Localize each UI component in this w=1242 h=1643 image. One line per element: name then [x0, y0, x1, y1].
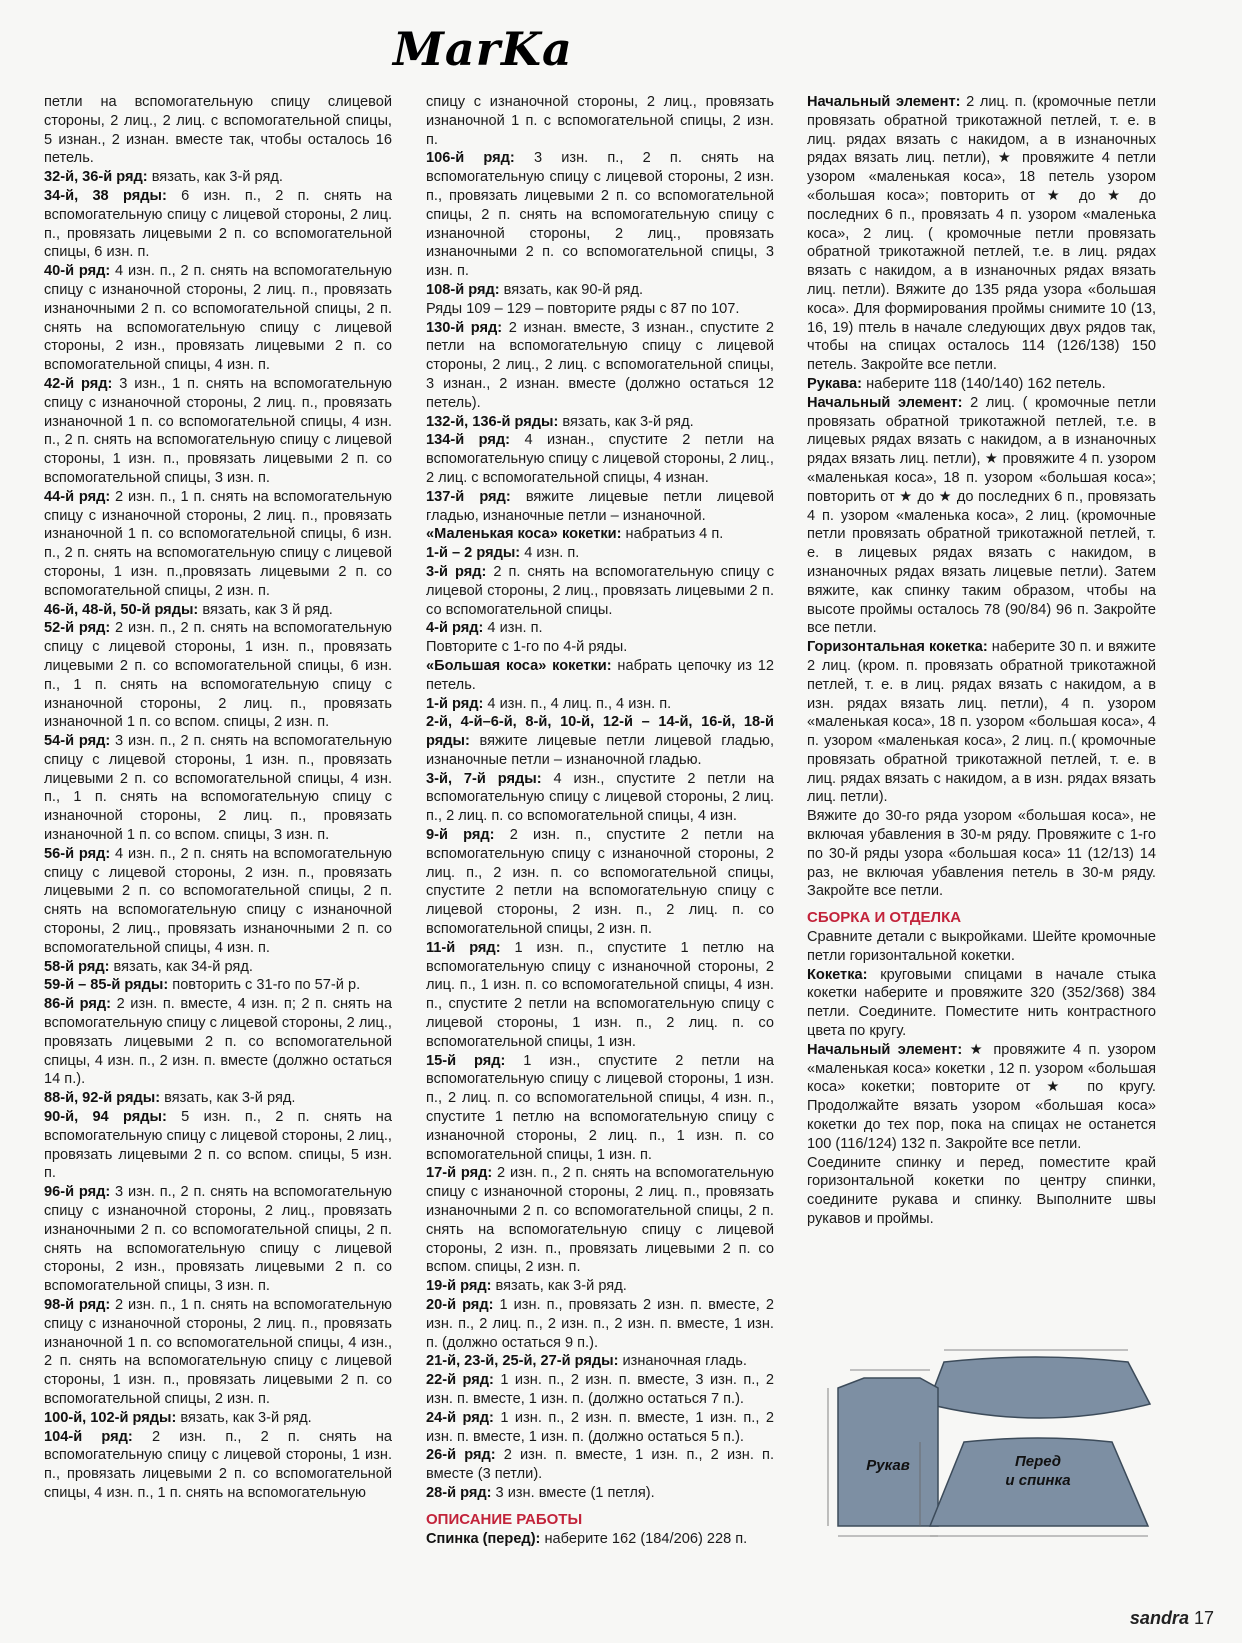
row-text: 2 изн. п. вместе, 1 изн. п., 2 изн. п. вместе (3 петли). — [426, 1447, 775, 1483]
row-text: 2 изн. п., 2 п. снять на вспомогательную спицу с лицевой стороны, 1 изн. п., провязать лицевыми 2 п. со вспомогательной спицы, 4 изн. п., 1 п. снять на вспомогательную — [44, 1428, 392, 1501]
instruction-paragraph — [44, 976, 392, 995]
instruction-paragraph — [426, 1409, 774, 1447]
yoke-shape — [928, 1357, 1150, 1418]
instruction-paragraph — [44, 168, 392, 187]
row-text: 2 изн. п., 2 п. снять на вспомогательную спицу с лицевой стороны, 1 изн. п., провязать лицевыми 2 п. со вспомогательной спицы, 6 изн. п., 1 п. снять на вспомогательную спицу с изнаночной стороны, 2 лиц. п., провязать изнаночной 1 п. со вспом. спицы, 2 изн. п. — [44, 620, 392, 731]
row-label: 21-й, 23-й, 25-й, 27-й ряды: — [426, 1353, 619, 1370]
row-text: 4 изн. п., 2 п. снять на вспомогательную спицу с изнаночной стороны, 2 лиц. п., провязать изнаночными 2 п. со вспомогательной спицы, 2 п. снять на вспомогательную спицу с лицевой стороны, 2 изн., провязать лицевыми 2 п. со вспомогательной спицы, 4 изн. п. — [44, 263, 392, 374]
row-text: петли на вспомогательную спицу слицевой стороны, 2 лиц., 2 лиц. с вспомогательной спицы, 5 изнан., 2 изнан. вместе так, чтобы осталось 16 петель. — [44, 94, 392, 167]
row-label: 15-й ряд: — [426, 1052, 506, 1069]
row-label: 52-й ряд: — [44, 620, 111, 637]
instruction-paragraph — [44, 262, 392, 375]
instruction-paragraph — [807, 928, 1156, 966]
row-text: наберите 30 п. и вяжите 2 лиц. (кром. п. провязать обратной трикотажной петлей, т. е. в лиц. рядах вязать с накидом, а в изн. рядах вязать лиц. петли), 4 п. узором «маленькая коса», 18 п. узором «большая коса», 4 п. узором «маленькая коса», 2 лиц. п.( кромочные провязать обратной трикотажной петлей, т. е. в лиц. рядах вязать с накидом, а в изн. рядах вязать лиц. петли). — [807, 639, 1156, 806]
instruction-paragraph — [44, 488, 392, 601]
row-text: 2 изн. п., 2 п. снять на вспомогательную спицу с изнаночной стороны, 2 лиц. п., провязать изнаночными 2 п. со вспомогательной спицы, 2 п. снять на вспомогательную спицу с лицевой стороны, 2 изн. п., провязать лицевыми 2 п. со вспом. спицы, 2 изн. п. — [426, 1165, 774, 1276]
row-text: наберите 162 (184/206) 228 п. — [540, 1530, 748, 1547]
instruction-paragraph — [426, 525, 774, 544]
instruction-paragraph — [426, 695, 774, 714]
row-text: вязать, как 3-й ряд. — [160, 1090, 296, 1107]
instruction-paragraph — [426, 939, 774, 1052]
row-text: вязать, как 3 й ряд. — [198, 601, 333, 618]
row-text: 2 изн. п., спустите 2 петли на вспомогательную спицу с изнаночной стороны, 2 лиц. п., 2 изн. п. со вспомогательной спицы, спустите 2 петли на вспомогательную спицу с лицевой стороны, 2 изн. п., 2 лиц. п. со вспомогательной спицы, 2 изн. п. — [426, 827, 774, 938]
row-label: 2-й, 4-й–6-й, 8-й, 10-й, 12-й – 14-й, 16-й, 18-й ряды: — [426, 714, 774, 750]
row-text: 3 изн. п., 2 п. снять на вспомогательную спицу с лицевой стороны, 2 изн. п., провязать лицевыми 2 п. со вспомогательной спицы, 2 п. снять на вспомогательную спицу с изнаночной стороны, 2 лиц., провязать изнаночными 2 п. со вспомогательной спицы, 3 изн. п. — [426, 150, 774, 280]
row-text: вязать, как 3-й ряд. — [147, 169, 283, 186]
row-label: 1-й – 2 ряды: — [426, 545, 521, 562]
row-text: спицу с изнаночной стороны, 2 лиц., провязать изнаночной 1 п. с вспомогательной спицы, 2 изн. п. — [426, 94, 774, 148]
instruction-paragraph — [426, 657, 774, 695]
row-text: Соедините спинку и перед, поместите край горизонтальной кокетки по центру спинки, соедините рукава и спинку. Выполните швы рукавов и проймы. — [807, 1154, 1156, 1228]
row-text: 2 лиц. п. (кромочные петли провязать обратной трикотажной петлей, т. е. в лиц. рядах вязать с накидом, а в изнаночных рядах вязать лиц. петли), ★ провяжите 4 петли узором «маленькая коса», 18 петель узором «большая коса»; повторить от ★ до ★ до последних 6 п., провязать 4 п. узором «маленька коса», 2 лиц. ( кромочные петли провязать обратной трикотажной петлей, т.е. в лиц. рядах вязать с накидом, а в изнаночных рядах вязать лиц. петли). Вяжите до 135 ряда узора «большая коса». Для формирования проймы снимите 10 (13, 16, 19) птель в начале следующих двух рядов так, чтобы на спицах осталось 114 (126/138) 150 петель. Закройте все петли. — [807, 94, 1156, 374]
row-label: 42-й ряд: — [44, 375, 113, 392]
instruction-paragraph — [426, 713, 774, 769]
row-text: круговыми спицами в начале стыка кокетки наберите и провяжите 320 (352/368) 384 петли. Соедините. Поместите нить контрастного цвета по кругу. — [807, 966, 1156, 1040]
row-text: 3 изн., 1 п. снять на вспомогательную спицу с изнаночной стороны, 2 лиц. п., провязать изнаночной 1 п. со вспомогательной спицы, 4 изн. п., 2 п. снять на вспомогательную спицу с лицевой стороны, 1 изн. п., провязать лицевыми 2 п. со вспомогательной спицы, 3 изн. п. — [44, 375, 392, 486]
instruction-paragraph — [426, 1277, 774, 1296]
instruction-paragraph — [426, 300, 774, 319]
instruction-paragraph — [44, 619, 392, 732]
row-text: вязать, как 34-й ряд. — [109, 958, 253, 975]
instruction-paragraph — [426, 1484, 774, 1503]
row-text: 3 изн. п., 2 п. снять на вспомогательную спицу с изнаночной стороны, 2 лиц., провязать изнаночными 2 п. со вспомогательной спицы, 2 п. снять на вспомогательную спицу с лицевой стороны, 2 изн., провязать лицевыми 2 п. со вспомогательной спицы, 3 изн. п. — [44, 1184, 392, 1295]
row-text: 3 изн. п., 2 п. снять на вспомогательную спицу с лицевой стороны, 1 изн. п., провязать лицевыми 2 п. со вспомогательной спицы, 4 изн. п., 1 п. снять на вспомогательную спицу с изнаночной стороны, 2 лиц. п., провязать изнаночной 1 п. со вспом. спицы, 3 изн. п. — [44, 733, 392, 844]
instruction-paragraph — [426, 1164, 774, 1277]
row-text: 1 изн. п., 2 изн. п. вместе, 3 изн. п., 2 изн. п. вместе, 1 изн. п. (должно остаться 7 п.). — [426, 1372, 774, 1407]
row-label: 40-й ряд: — [44, 263, 111, 280]
row-text: 1 изн. п., провязать 2 изн. п. вместе, 2 изн. п., 2 лиц. п., 2 изн. п., 2 изн. п. вместе, 1 изн. п. (должно остаться 9 п.). — [426, 1297, 774, 1351]
page-number: 17 — [1193, 1608, 1214, 1628]
instruction-paragraph — [44, 1089, 392, 1108]
row-label: 32-й, 36-й ряд: — [44, 169, 148, 186]
instruction-paragraph — [44, 93, 392, 168]
row-text: вяжите лицевые петли лицевой гладью, изнаночные петли – изнаночной. — [426, 488, 774, 524]
row-text: Сравните детали с выкройками. Шейте кромочные петли горизонтальной кокетки. — [807, 929, 1156, 964]
instruction-paragraph — [44, 1409, 392, 1428]
row-text: 2 изн. п., 1 п. снять на вспомогательную спицу с изнаночной стороны, 2 лиц. п., провязать изнаночной 1 п. со вспомогательной спицы, 6 изн. п., 2 п. снять на вспомогательную спицу с лицевой стороны, 1 изн. п.,провязать лицевыми 2 п. со вспомогательной спицы, 2 изн. п. — [44, 488, 392, 599]
page-footer — [1130, 1608, 1214, 1629]
instruction-paragraph — [426, 1530, 774, 1549]
row-label: 3-й ряд: — [426, 563, 487, 580]
instruction-paragraph — [426, 826, 774, 939]
row-text: вязать, как 3-й ряд. — [491, 1278, 627, 1295]
row-label: 44-й ряд: — [44, 488, 111, 505]
row-label: Горизонтальная кокетка: — [807, 639, 988, 656]
pattern-diagram — [810, 1340, 1160, 1546]
instruction-paragraph — [426, 619, 774, 638]
row-text: 2 изнан. вместе, 3 изнан., спустите 2 петли на вспомогательную спицу с лицевой стороны, 2 лиц., 2 лиц. с вспомогательной спицы, 3 изнан., 2 изнан. вместе (должно остаться 12 петель). — [426, 319, 774, 411]
instruction-paragraph — [426, 488, 774, 526]
magazine-brand: sandra — [1129, 1608, 1189, 1628]
row-label: 11-й ряд: — [426, 939, 501, 956]
row-label: 100-й, 102-й ряды: — [44, 1409, 177, 1426]
row-label: «Маленькая коса» кокетки: — [426, 526, 622, 543]
row-label: Начальный элемент: — [807, 1041, 963, 1058]
instruction-paragraph — [426, 319, 774, 413]
row-text: 4 изн. п., 4 лиц. п., 4 изн. п. — [483, 695, 672, 712]
row-text: 1 изн., спустите 2 петли на вспомогательную спицу с лицевой стороны, 1 изн. п., 2 лиц. п. со вспомогательной спицы, 4 изн. п., спустите 1 петлю на вспомогательную спицу с изнаночной стороны, 2 лиц. п., 1 изн. п. со вспомогательной спицы, 1 изн. п. — [426, 1052, 774, 1163]
section-heading: СБОРКА И ОТДЕЛКА — [807, 909, 962, 927]
row-text: вязать, как 90-й ряд. — [499, 281, 644, 298]
instruction-paragraph — [44, 1428, 392, 1503]
row-label: 19-й ряд: — [426, 1278, 492, 1295]
row-text: вяжите лицевые петли лицевой гладью, изнаночные петли – изнаночной гладью. — [426, 733, 774, 768]
row-text: 4 изн. п. — [520, 545, 580, 562]
instruction-paragraph — [807, 1041, 1156, 1154]
row-label: Начальный элемент: — [807, 394, 963, 411]
row-label: 54-й ряд: — [44, 733, 111, 750]
row-label: 24-й ряд: — [426, 1409, 494, 1426]
row-label: 86-й ряд: — [44, 996, 112, 1013]
row-label: Рукава: — [807, 375, 863, 392]
row-label: «Большая коса» кокетки: — [426, 657, 612, 674]
row-text: повторить с 31-го по 57-й р. — [168, 977, 361, 994]
sleeve-shape — [838, 1378, 938, 1526]
instruction-paragraph — [426, 1052, 774, 1165]
row-label: 26-й ряд: — [426, 1447, 496, 1464]
row-label: 3-й, 7-й ряды: — [426, 770, 542, 787]
row-text: 1 изн. п., 2 изн. п. вместе, 1 изн. п., 2 изн. п. вместе, 1 изн. п. (должно остаться 5 п.). — [426, 1409, 774, 1445]
front-label-line1: Перед — [1014, 1453, 1062, 1470]
logo-marka: MarKa — [393, 22, 573, 76]
instruction-paragraph — [44, 1183, 392, 1296]
row-label: 22-й ряд: — [426, 1372, 494, 1389]
instruction-paragraph — [426, 281, 774, 300]
text-column-1 — [44, 93, 392, 1503]
row-text: вязать, как 3-й ряд. — [176, 1409, 312, 1426]
row-text: 2 п. снять на вспомогательную спицу с лицевой стороны, 2 лиц., провязать лицевыми 2 п. со вспомогательной спицы. — [426, 563, 774, 618]
row-label: 46-й, 48-й, 50-й ряды: — [44, 601, 199, 618]
row-label: 34-й, 38 ряды: — [44, 187, 167, 204]
instruction-paragraph — [426, 413, 774, 432]
row-label: 56-й ряд: — [44, 845, 111, 862]
row-label: 108-й ряд: — [426, 281, 500, 298]
instruction-paragraph — [426, 770, 774, 826]
row-text: 3 изн. вместе (1 петля). — [491, 1484, 655, 1501]
instruction-paragraph — [44, 995, 392, 1089]
row-label: 88-й, 92-й ряды: — [44, 1090, 161, 1107]
row-text: 2 изн. п., 1 п. снять на вспомогательную спицу с изнаночной стороны, 2 лиц. п., провязать изнаночной 1 п. со вспомогательной спицы, 4 изн., 2 п. снять на вспомогательную спицу с лицевой стороны, 1 изн. п., провязать лицевыми 2 п. со вспомогательной спицы, 2 изн. п. — [44, 1297, 392, 1407]
row-label: Начальный элемент: — [807, 94, 961, 110]
instruction-paragraph — [426, 1446, 774, 1484]
row-label: 58-й ряд: — [44, 958, 110, 975]
row-label: 106-й ряд: — [426, 150, 515, 167]
instruction-paragraph — [426, 1352, 774, 1371]
row-text: ★ провяжите 4 п. узором «маленькая коса» кокетки , 12 п. узором «большая коса» кокетки; повторите от ★ по кругу. Продолжайте вязать узором «большая коса» кокетки до тех пор, пока на спицах не останется 100 (116/124) 132 п. Закройте все петли. — [807, 1041, 1156, 1152]
instruction-paragraph — [807, 807, 1156, 901]
instruction-paragraph — [44, 375, 392, 488]
instruction-paragraph — [426, 544, 774, 563]
row-label: Кокетка: — [807, 966, 868, 983]
instruction-paragraph — [426, 563, 774, 619]
row-text: изнаночная гладь. — [618, 1353, 747, 1370]
text-column-2 — [426, 93, 774, 1548]
instruction-paragraph — [426, 93, 774, 149]
row-label: 17-й ряд: — [426, 1165, 493, 1182]
text-column-3 — [807, 93, 1156, 1229]
instruction-paragraph — [807, 638, 1156, 807]
instruction-paragraph — [44, 187, 392, 262]
row-label: 98-й ряд: — [44, 1297, 111, 1313]
instruction-paragraph — [44, 1296, 392, 1409]
row-text: 6 изн. п., 2 п. снять на вспомогательную спицу с лицевой стороны, 2 лиц. п., провязать лицевыми 2 п. со вспомогательной спицы, 6 изн. п. — [44, 187, 392, 261]
row-text: 1 изн. п., спустите 1 петлю на вспомогательную спицу с изнаночной стороны, 2 лиц. п., 1 изн. п. со вспомогательной спицы, 4 изн. п., спустите 2 петли на вспомогательную спицу с лицевой стороны, 1 изн. п., 2 лиц. п. со вспомогательной спицы, 1 изн. — [426, 939, 774, 1050]
instruction-paragraph — [426, 1371, 774, 1409]
row-text: 4 изн. п. — [483, 620, 543, 637]
instruction-paragraph — [807, 1154, 1156, 1229]
row-text: 5 изн. п., 2 п. снять на вспомогательную спицу с лицевой стороны, 2 лиц., провязать лицевыми 2 п. со вспом. спицы, 5 изн. п. — [44, 1109, 392, 1182]
instruction-paragraph — [44, 601, 392, 620]
row-label: 104-й ряд: — [44, 1428, 133, 1445]
row-text: 4 изн., спустите 2 петли на вспомогательную спицу с лицевой стороны, 2 лиц. п., 2 лиц. п. со вспомогательной спицы, 4 изн. — [426, 770, 774, 825]
row-text: 2 лиц. ( кромочные петли провязать обратной трикотажной петлей, т.е. в лицевых рядах вязать с накидом, а в изнаночных рядах вязать лиц. петли), ★ провяжите 4 п. узором «маленькая коса», 18 п. узором «большая коса»; повторить от ★ до ★ до последних 6 п., провязать 4 п. узором «маленька коса», 2 лиц. (кромочные петли провязать обратной трикотажной петлей, т. е. в лицевых рядах вязать с накидом, в изнаночных рядах вязать лицевые петли). Затем вяжите, как спинку таким образом, чтобы на высоте проймы осталось 78 (90/84) 96 п. Закройте все петли. — [807, 394, 1157, 637]
sleeve-label: Рукав — [866, 1457, 910, 1474]
row-label: 96-й ряд: — [44, 1184, 111, 1201]
row-text: набратьиз 4 п. — [621, 526, 724, 543]
row-label: 4-й ряд: — [426, 620, 484, 637]
row-text: 4 изн. п., 2 п. снять на вспомогательную спицу с лицевой стороны, 2 изн. п., провязать лицевыми 2 п. со вспомогательной спицы, 2 п. снять на вспомогательную спицу с изнаночной стороны, 2 лиц., провязать изнаночными 2 п. со вспомогательной спицы, 4 изн. п. — [44, 845, 392, 956]
row-label: 1-й ряд: — [426, 695, 484, 712]
row-label: 130-й ряд: — [426, 319, 503, 336]
row-label: 132-й, 136-й ряды: — [426, 413, 559, 430]
instruction-paragraph — [807, 394, 1156, 638]
row-label: Спинка (перед): — [426, 1530, 541, 1547]
instruction-paragraph — [807, 375, 1156, 394]
row-text: Ряды 109 – 129 – повторите ряды с 87 по 107. — [426, 300, 740, 317]
section-heading: ОПИСАНИЕ РАБОТЫ — [426, 1510, 583, 1528]
instruction-paragraph — [426, 431, 774, 487]
row-text: наберите 118 (140/140) 162 петель. — [862, 375, 1106, 392]
row-text: набрать цепочку из 12 петель. — [426, 657, 774, 693]
instruction-paragraph — [44, 1108, 392, 1183]
row-text: вязать, как 3-й ряд. — [558, 413, 694, 430]
instruction-paragraph — [807, 93, 1156, 375]
row-label: 59-й – 85-й ряды: — [44, 977, 169, 994]
row-label: 90-й, 94 ряды: — [44, 1109, 167, 1126]
instruction-paragraph — [426, 638, 774, 657]
row-label: 137-й ряд: — [426, 488, 511, 505]
instruction-paragraph — [426, 1296, 774, 1352]
row-label: 20-й ряд: — [426, 1297, 494, 1313]
instruction-paragraph — [807, 966, 1156, 1041]
row-label: 134-й ряд: — [426, 432, 510, 449]
row-text: Вяжите до 30-го ряда узором «большая коса», не включая убавления в 30-м ряду. Провяжите с 1-го по 30-й ряды узора «большая коса» 11 (12/13) 14 раз, не включая убавления петель в 30-м ряду. Закройте все петли. — [807, 808, 1156, 900]
row-label: 28-й ряд: — [426, 1484, 492, 1501]
row-text: Повторите с 1-го по 4-й ряды. — [426, 639, 628, 656]
row-label: 9-й ряд: — [426, 827, 495, 844]
instruction-paragraph — [44, 845, 392, 958]
instruction-paragraph — [426, 149, 774, 281]
instruction-paragraph — [44, 732, 392, 845]
row-text: 2 изн. п. вместе, 4 изн. п; 2 п. снять на вспомогательную спицу с лицевой стороны, 2 лиц., провязать лицевыми 2 п. со вспомогательной спицы, 4 изн. п., 2 изн. п. вместе (должно остаться 14 п.). — [44, 996, 393, 1088]
instruction-paragraph — [44, 958, 392, 977]
front-label-line2: и спинка — [1005, 1472, 1071, 1489]
row-text: 4 изнан., спустите 2 петли на вспомогательную спицу с лицевой стороны, 2 лиц., 2 лиц. с вспомогательной спицы, 4 изнан. — [426, 432, 774, 486]
